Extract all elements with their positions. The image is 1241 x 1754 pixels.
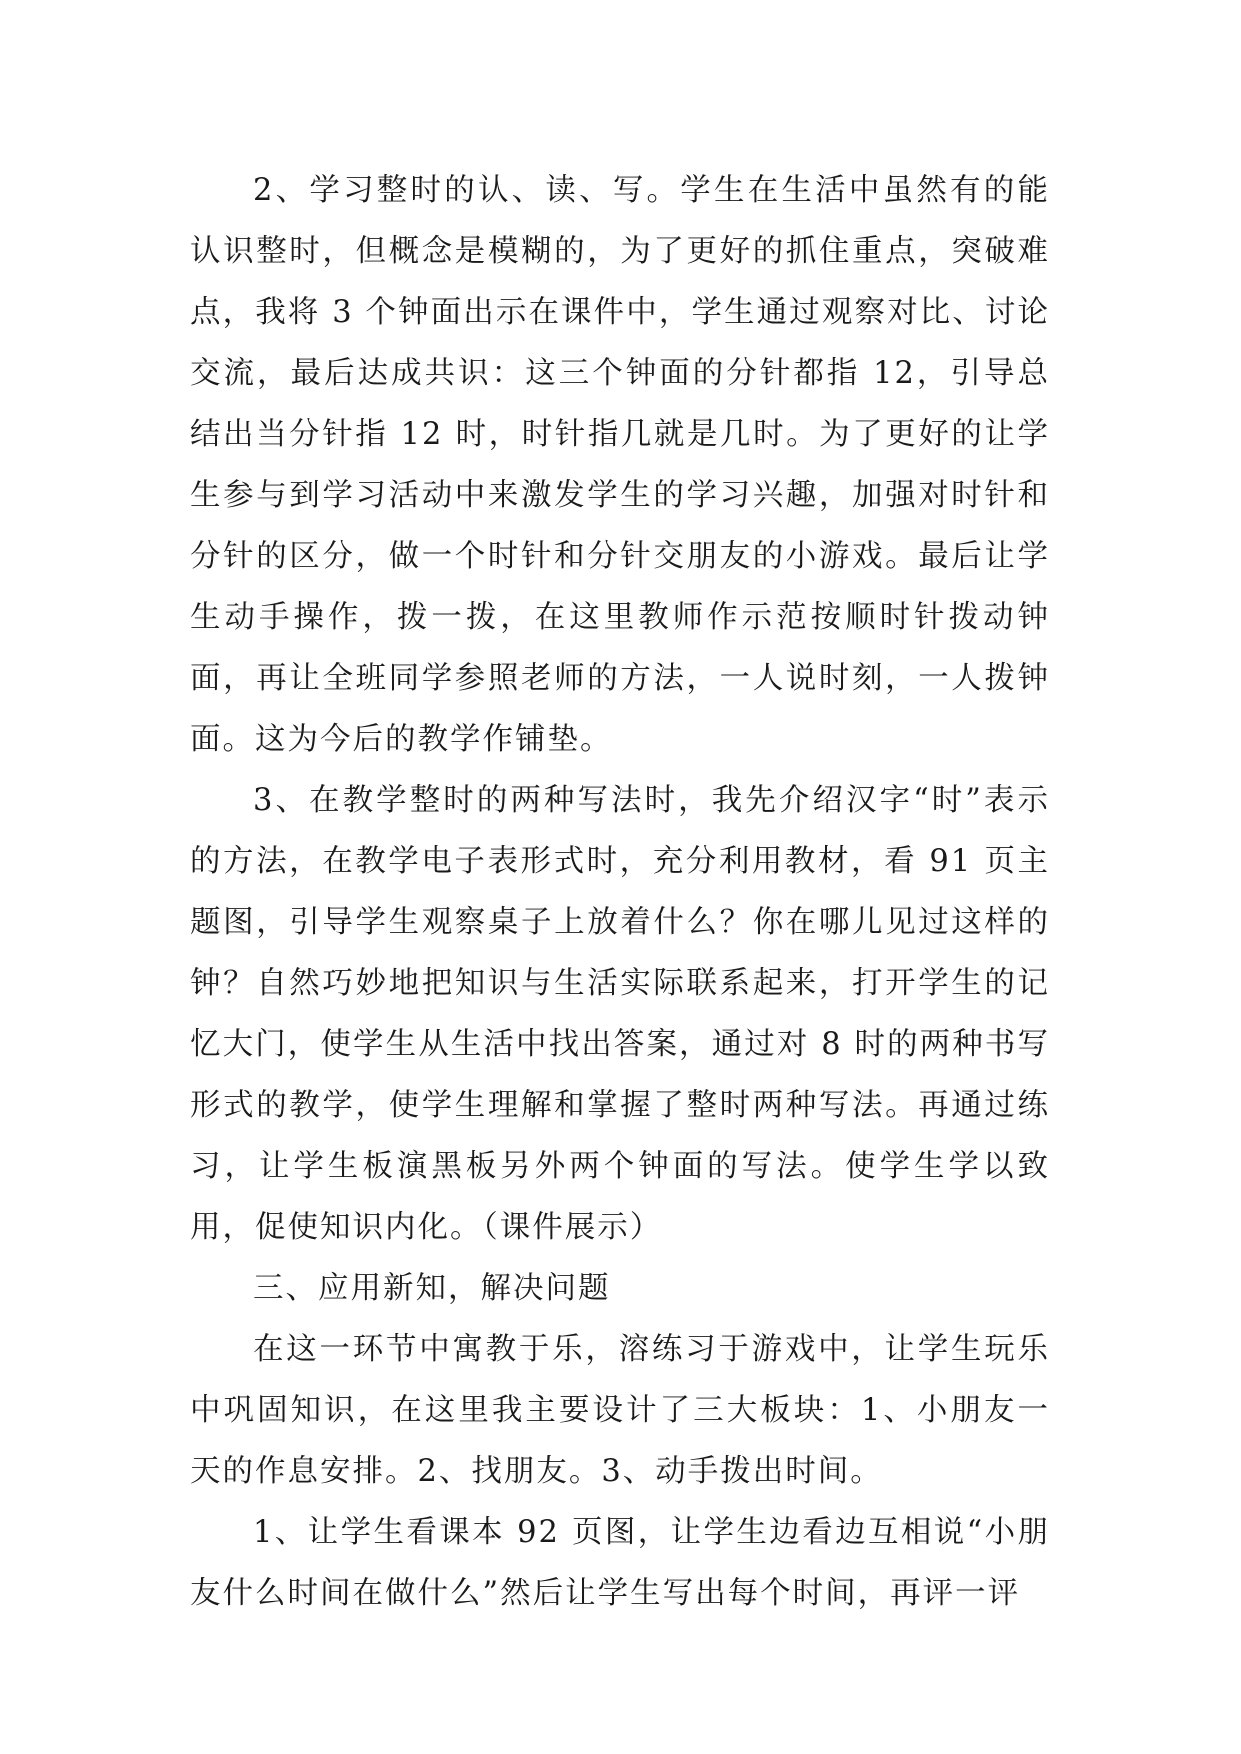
paragraph-activity-1: 1、让学生看课本 92 页图，让学生边看边互相说“小朋友什么时间在做什么”然后让学生写出每个时间，再评一评: [190, 1515, 1050, 1611]
paragraph-section-2: 2、学习整时的认、读、写。学生在生活中虽然有的能认识整时，但概念是模糊的，为了更好的抓住重点，突破难点，我将 3 个钟面出示在课件中，学生通过观察对比、讨论交流，最后达成共识：这三个钟面的分针都指 12，引导总结出当分针指 12 时，时针指几就是几时。为了更好的让学生参与到学习活动中来激发学生的学习兴趣，加强对时针和分针的区分，做一个时针和分针交朋友的小游戏。最后让学生动手操作，拨一拨，在这里教师作示范按顺时针拨动钟面，再让全班同学参照老师的方法，一人说时刻，一人拨钟面。这为今后的教学作铺垫。: [190, 173, 1050, 757]
section-heading-apply-knowledge: 三、应用新知，解决问题: [253, 1271, 611, 1306]
paragraph-apply-intro: 在这一环节中寓教于乐，溶练习于游戏中，让学生玩乐中巩固知识，在这里我主要设计了三大板块：1、小朋友一天的作息安排。2、找朋友。3、动手拨出时间。: [190, 1332, 1050, 1489]
document-body: [190, 160, 1050, 1624]
paragraph-section-3: 3、在教学整时的两种写法时，我先介绍汉字“时”表示的方法，在教学电子表形式时，充分利用教材，看 91 页主题图，引导学生观察桌子上放着什么？你在哪儿见过这样的钟？自然巧妙地把知识与生活实际联系起来，打开学生的记忆大门，使学生从生活中找出答案，通过对 8 时的两种书写形式的教学，使学生理解和掌握了整时两种写法。再通过练习，让学生板演黑板另外两个钟面的写法。使学生学以致用，促使知识内化。（课件展示）: [190, 783, 1050, 1245]
